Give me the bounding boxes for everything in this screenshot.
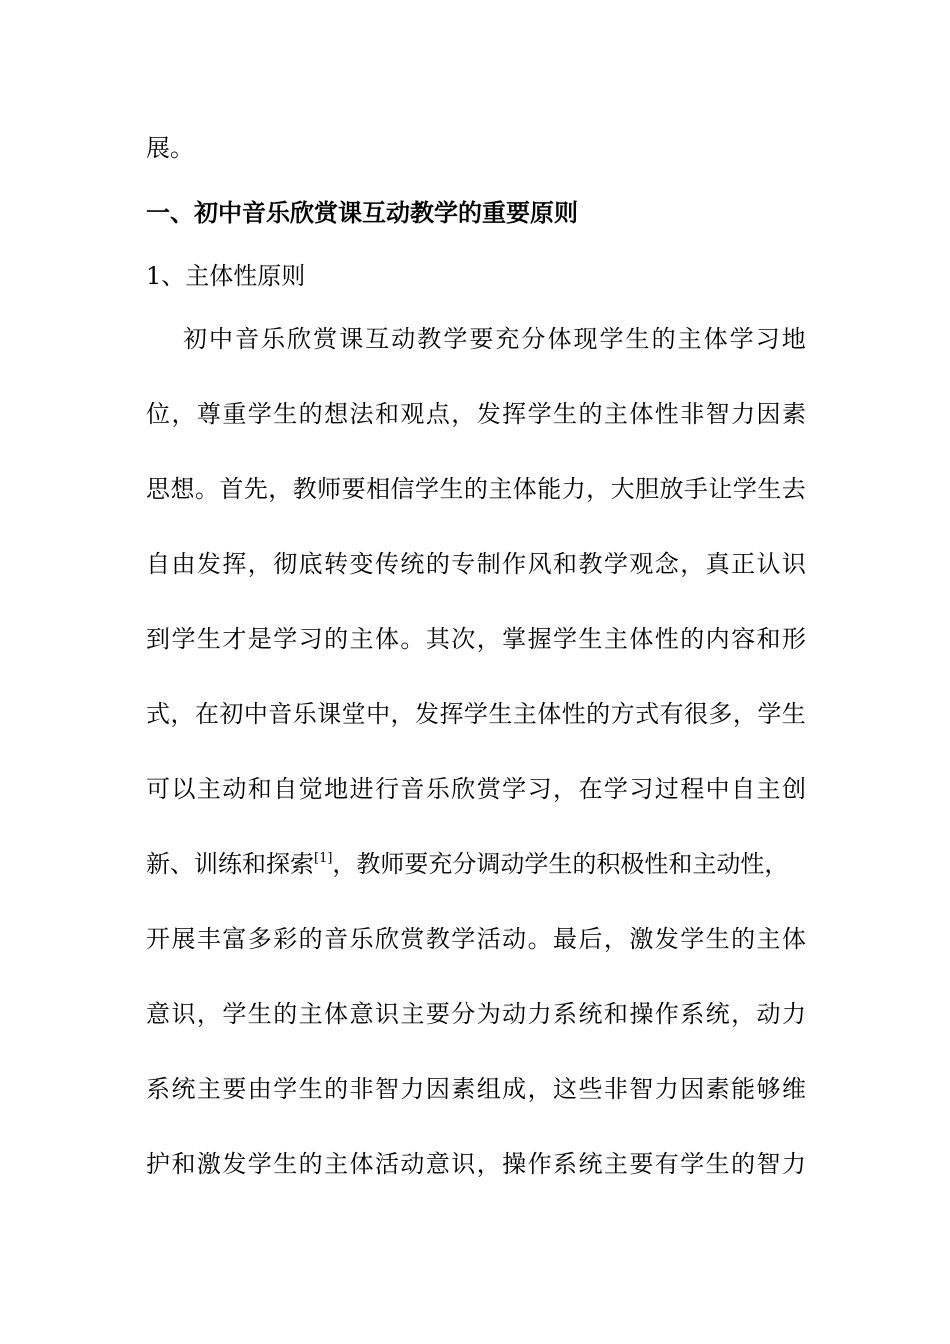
subsection-heading: 1、主体性原则	[146, 262, 306, 290]
paragraph-line: 意 识 ， 学 生 的 主 体 意 识 主 要 分 为 动 力 系 统 和 操 作 系 统 ， 动 力	[146, 1000, 806, 1028]
paragraph-line: 护 和 激 发 学 生 的 主 体 活 动 意 识 ， 操 作 系 统 主 要 有 学 生 的 智 力	[146, 1150, 806, 1178]
section-heading: 一、初中音乐欣赏课互动教学的重要原则	[146, 198, 578, 227]
citation-mark: [1]	[314, 851, 333, 866]
paragraph-line: 初 中 音 乐 欣 赏 课 互 动 教 学 要 充 分 体 现 学 生 的 主 体 学 习 地	[183, 325, 806, 353]
paragraph-line-with-citation	[146, 848, 806, 880]
paragraph-line: 式 ， 在 初 中 音 乐 课 堂 中 ， 发 挥 学 生 主 体 性 的 方 式 有 很 多 ， 学 生	[146, 700, 806, 728]
paragraph-text-after-citation: ，教师要充分调动学生的积极性和主动性，	[332, 850, 789, 878]
continuation-text: 展。	[146, 134, 194, 162]
paragraph-text-before-citation: 新、训练和探索	[146, 850, 314, 878]
paragraph-line: 到 学 生 才 是 学 习 的 主 体 。 其 次 ， 掌 握 学 生 主 体 性 的 内 容 和 形	[146, 625, 806, 653]
paragraph-line: 思 想 。 首 先 ， 教 师 要 相 信 学 生 的 主 体 能 力 ， 大 胆 放 手 让 学 生 去	[146, 475, 806, 503]
paragraph-line: 系 统 主 要 由 学 生 的 非 智 力 因 素 组 成 ， 这 些 非 智 力 因 素 能 够 维	[146, 1075, 806, 1103]
paragraph-line: 自 由 发 挥 ， 彻 底 转 变 传 统 的 专 制 作 风 和 教 学 观 念 ， 真 正 认 识	[146, 550, 806, 578]
paragraph-line: 开 展 丰 富 多 彩 的 音 乐 欣 赏 教 学 活 动 。 最 后 ， 激 发 学 生 的 主 体	[146, 925, 806, 953]
paragraph-line: 位 ， 尊 重 学 生 的 想 法 和 观 点 ， 发 挥 学 生 的 主 体 性 非 智 力 因 素	[146, 400, 806, 428]
paragraph-line: 可 以 主 动 和 自 觉 地 进 行 音 乐 欣 赏 学 习 ， 在 学 习 过 程 中 自 主 创	[146, 775, 806, 803]
